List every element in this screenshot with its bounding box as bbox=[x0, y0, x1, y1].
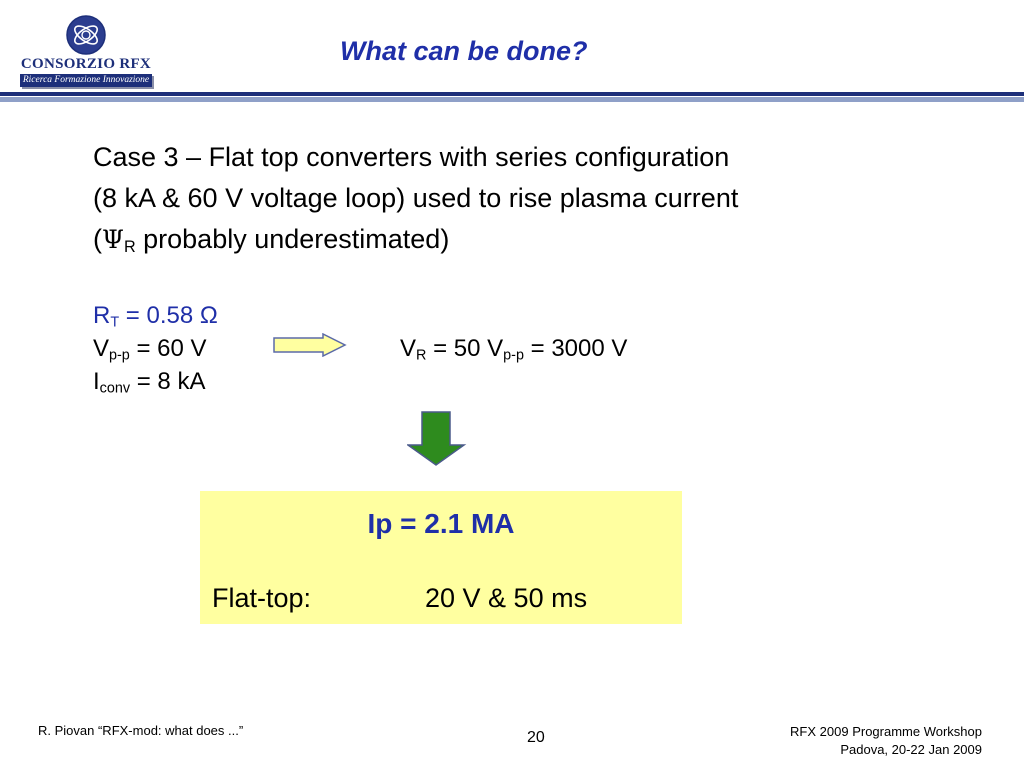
flat-top-label: Flat-top: bbox=[212, 583, 312, 613]
case-line-1: Case 3 – Flat top converters with series configuration bbox=[93, 142, 730, 172]
iconv-equation: $I_{conv} = 8$ kA bbox=[93, 368, 206, 397]
case-line-3: ($\Psi_R$ probably underestimated) bbox=[93, 224, 450, 257]
flat-top-value: 20 V & 50 ms bbox=[425, 583, 588, 613]
case-line-2: (8 kA & 60 V voltage loop) used to rise plasma current bbox=[93, 183, 739, 213]
header-divider bbox=[0, 92, 1024, 96]
psi-symbol: Ψ bbox=[102, 225, 124, 254]
footer-event bbox=[790, 723, 982, 759]
consorzio-rfx-logo bbox=[12, 10, 160, 88]
footer-event-title: RFX 2009 Programme Workshop bbox=[790, 724, 982, 739]
rt-equation: $R_T = 0.58$ Ω bbox=[93, 302, 218, 331]
arrow-right-icon bbox=[273, 333, 347, 357]
page-number: 20 bbox=[527, 729, 545, 746]
result-box bbox=[200, 491, 682, 624]
arrow-down-icon bbox=[407, 411, 467, 467]
slide-title: What can be done? bbox=[340, 36, 588, 66]
logo-tagline: Ricerca Formazione Innovazione bbox=[20, 74, 152, 87]
footer-event-date: Padova, 20-22 Jan 2009 bbox=[840, 742, 982, 757]
header-divider-shadow bbox=[0, 97, 1024, 102]
plasma-current-result: Ip = 2.1 MA bbox=[367, 508, 515, 539]
case-description bbox=[93, 137, 738, 260]
consorzio-globe-icon bbox=[64, 14, 108, 56]
footer-author: R. Piovan “RFX-mod: what does ...” bbox=[38, 723, 244, 738]
vr-equation: $V_R = 50$ $V_{p-p} = 3000$ V bbox=[400, 335, 628, 364]
logo-name: CONSORZIO RFX bbox=[20, 56, 152, 72]
vpp-equation: $V_{p-p} = 60$ V bbox=[93, 335, 207, 364]
